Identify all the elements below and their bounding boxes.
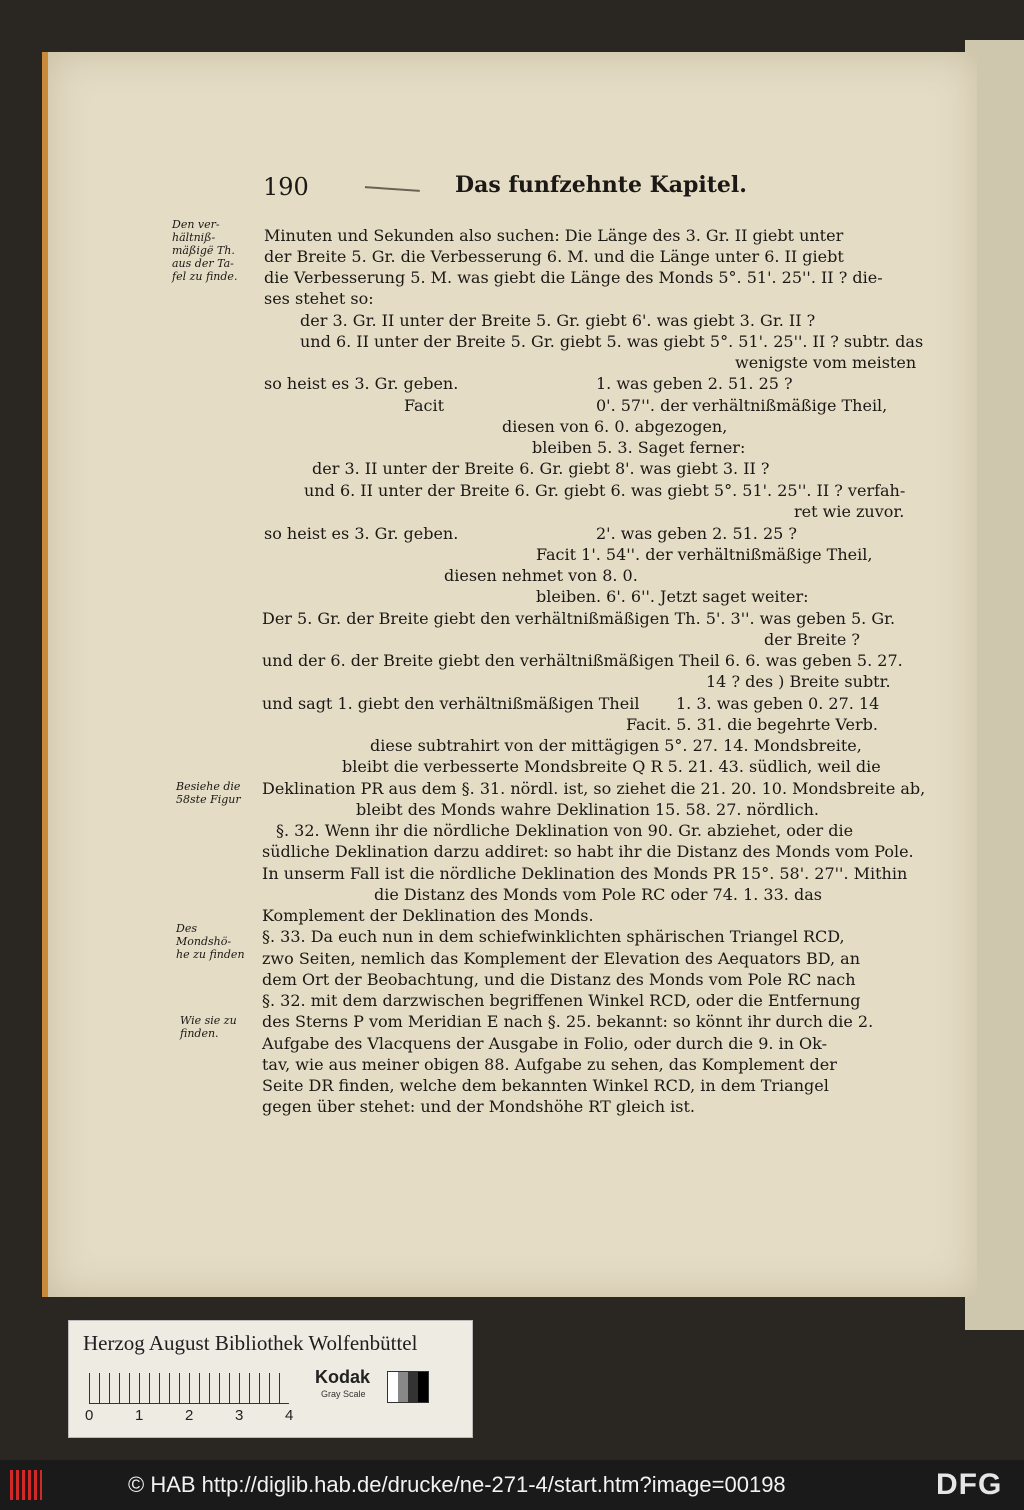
text-line: der Breite 5. Gr. die Verbesserung 6. M. und die Länge unter 6. II giebt: [264, 247, 844, 266]
text-line: der Breite ?: [764, 630, 860, 649]
margin-note: Besiehe die 58ste Figur: [176, 780, 241, 806]
text-line: ret wie zuvor.: [794, 502, 905, 521]
text-line: zwo Seiten, nemlich das Komplement der Elevation des Aequators BD, an: [262, 949, 861, 968]
footer-bar: [0, 1460, 1024, 1510]
card-title: Herzog August Bibliothek Wolfenbüttel: [83, 1331, 418, 1355]
text-line: die Distanz des Monds vom Pole RC oder 74. 1. 33. das: [374, 885, 822, 904]
text-line: südliche Deklination darzu addiret: so habt ihr die Distanz des Monds vom Pole.: [262, 842, 914, 861]
text-line: der 3. Gr. II unter der Breite 5. Gr. giebt 6'. was giebt 3. Gr. II ?: [300, 311, 816, 330]
text-line: und 6. II unter der Breite 6. Gr. giebt 6. was giebt 5°. 51'. 25''. II ? verfah-: [304, 481, 906, 500]
ruler-number: 2: [185, 1407, 194, 1424]
text-line: der 3. II unter der Breite 6. Gr. giebt 8'. was giebt 3. II ?: [312, 459, 770, 478]
text-line: 2'. was geben 2. 51. 25 ?: [596, 524, 797, 543]
text-line: und 6. II unter der Breite 5. Gr. giebt 5. was giebt 5°. 51'. 25''. II ? subtr. das: [300, 332, 924, 351]
text-line: ses stehet so:: [264, 289, 374, 308]
text-line: die Verbesserung 5. M. was giebt die Länge des Monds 5°. 51'. 25''. II ? die-: [264, 268, 883, 287]
text-line: diesen von 6. 0. abgezogen,: [502, 417, 728, 436]
text-line: Deklination PR aus dem §. 31. nördl. ist, so ziehet die 21. 20. 10. Mondsbreite ab,: [262, 779, 926, 798]
text-line: In unserm Fall ist die nördliche Deklination des Monds PR 15°. 58'. 27''. Mithin: [262, 864, 908, 883]
text-line: des Sterns P vom Meridian E nach §. 25. bekannt: so könnt ihr durch die 2.: [262, 1012, 874, 1031]
text-line: 1. 3. was geben 0. 27. 14: [676, 694, 880, 713]
text-line: 1. was geben 2. 51. 25 ?: [596, 374, 793, 393]
text-line: und sagt 1. giebt den verhältnißmäßigen Theil: [262, 694, 640, 713]
margin-note: Des Mondshö- he zu finden: [176, 922, 245, 961]
text-line: dem Ort der Beobachtung, und die Distanz des Monds vom Pole RC nach: [262, 970, 856, 989]
text-line: Facit. 5. 31. die begehrte Verb.: [626, 715, 878, 734]
text-line: bleibt des Monds wahre Deklination 15. 58. 27. nördlich.: [356, 800, 819, 819]
ruler-number: 0: [85, 1407, 94, 1424]
text-line: diese subtrahirt von der mittägigen 5°. 27. 14. Mondsbreite,: [370, 736, 862, 755]
ruler-number: 3: [235, 1407, 244, 1424]
text-line: Minuten und Sekunden also suchen: Die Länge des 3. Gr. II giebt unter: [264, 226, 844, 245]
text-line: Facit 1'. 54''. der verhältnißmäßige Theil,: [536, 545, 873, 564]
margin-note: Den ver- hältniß- mäßigë Th. aus der Ta- fel zu finde.: [172, 218, 238, 283]
running-title: Das funfzehnte Kapitel.: [455, 172, 747, 198]
hab-logo-icon: [10, 1470, 42, 1500]
copyright-link[interactable]: © HAB http://diglib.hab.de/drucke/ne-271-4/start.htm?image=00198: [128, 1472, 786, 1497]
text-line: Der 5. Gr. der Breite giebt den verhältnißmäßigen Th. 5'. 3''. was geben 5. Gr.: [262, 609, 896, 628]
text-line: Seite DR finden, welche dem bekannten Winkel RCD, in dem Triangel: [262, 1076, 829, 1095]
ruler-number: 1: [135, 1407, 144, 1424]
text-line: diesen nehmet von 8. 0.: [444, 566, 638, 585]
gray-scale-swatch: [387, 1371, 429, 1403]
scale-ruler: [89, 1373, 289, 1404]
page-number: 190: [263, 173, 309, 201]
ruler-number: 4: [285, 1407, 294, 1424]
text-line: Komplement der Deklination des Monds.: [262, 906, 594, 925]
text-line: §. 32. mit dem darzwischen begriffenen Winkel RCD, oder die Entfernung: [262, 991, 861, 1010]
text-line: 0'. 57''. der verhältnißmäßige Theil,: [596, 396, 888, 415]
dfg-logo: DFG: [936, 1468, 1003, 1501]
text-line: Aufgabe des Vlacquens der Ausgabe in Folio, oder durch die 9. in Ok-: [262, 1034, 827, 1053]
text-line: Facit: [404, 396, 445, 415]
text-line: bleiben. 6'. 6''. Jetzt saget weiter:: [536, 587, 809, 606]
text-line: bleiben 5. 3. Saget ferner:: [532, 438, 746, 457]
text-line: und der 6. der Breite giebt den verhältnißmäßigen Theil 6. 6. was geben 5. 27.: [262, 651, 903, 670]
text-line: 14 ? des ) Breite subtr.: [706, 672, 891, 691]
kodak-label: Kodak: [315, 1367, 371, 1387]
margin-note: Wie sie zu finden.: [180, 1014, 237, 1040]
text-line: so heist es 3. Gr. geben.: [264, 374, 459, 393]
text-line: wenigste vom meisten: [735, 353, 917, 372]
text-line: so heist es 3. Gr. geben.: [264, 524, 459, 543]
gray-scale-label: Gray Scale: [321, 1389, 366, 1399]
text-line: gegen über stehet: und der Mondshöhe RT gleich ist.: [262, 1097, 695, 1116]
text-line: §. 33. Da euch nun in dem schiefwinklichten sphärischen Triangel RCD,: [262, 927, 845, 946]
text-line: §. 32. Wenn ihr die nördliche Deklination von 90. Gr. abziehet, oder die: [276, 821, 854, 840]
color-reference-card: [68, 1320, 473, 1438]
text-line: bleibt die verbesserte Mondsbreite Q R 5. 21. 43. südlich, weil die: [342, 757, 881, 776]
text-line: tav, wie aus meiner obigen 88. Aufgabe zu sehen, das Komplement der: [262, 1055, 837, 1074]
